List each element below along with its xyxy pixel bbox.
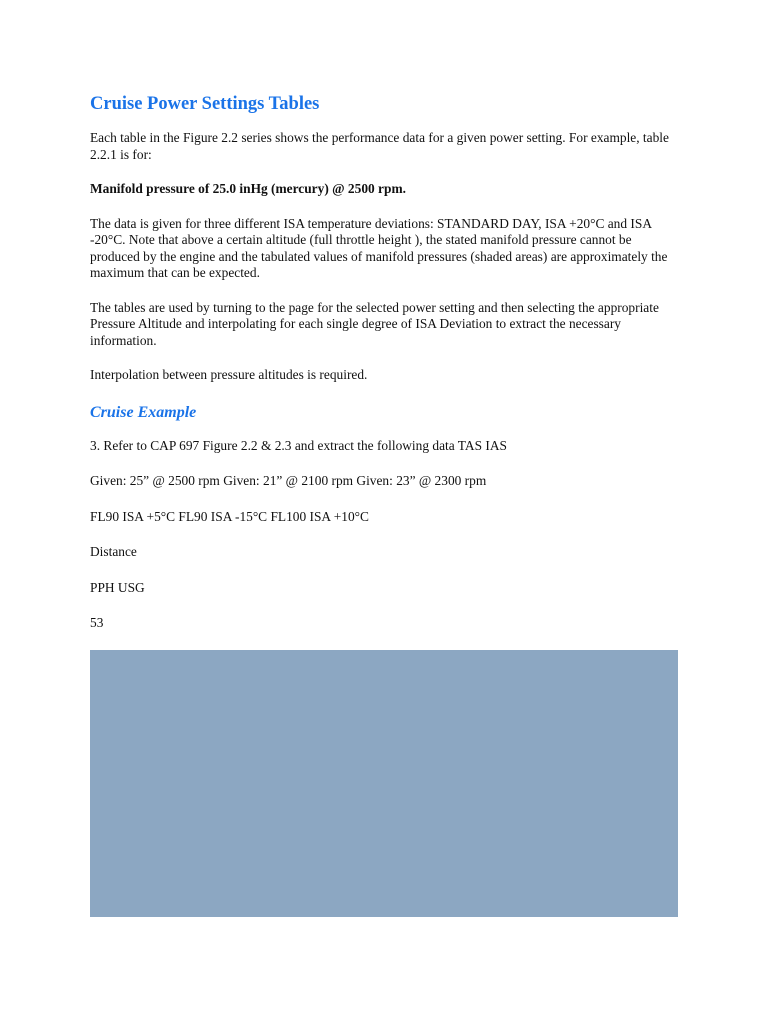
example-subheading: Cruise Example (90, 403, 197, 421)
isa-deviation-paragraph: The data is given for three different ISA temperature deviations: STANDARD DAY, ISA +20°C and ISA -20°C. Note that above a certain altitude (full throttle height ), the stated manifold pressure cannot be produced by the engine and the tabulated values of manifold pressures (shaded areas) are approximately the maximum that can be expected. (90, 215, 668, 280)
manifold-pressure-paragraph: Manifold pressure of 25.0 inHg (mercury) @ 2500 rpm. (90, 181, 406, 196)
section-heading: Cruise Power Settings Tables (90, 94, 320, 114)
tables-usage-paragraph: The tables are used by turning to the page for the selected power setting and then selecting the appropriate Pressure Altitude and interpolating for each single degree of ISA Deviation to extract the necessary information. (90, 299, 659, 348)
interpolation-paragraph: Interpolation between pressure altitudes is required. (90, 367, 368, 382)
page-number: 53 (90, 615, 104, 630)
example-line-pph-usg: PPH USG (90, 579, 145, 595)
example-line-refer: 3. Refer to CAP 697 Figure 2.2 & 2.3 and extract the following data TAS IAS (90, 437, 507, 453)
example-line-flight-levels: FL90 ISA +5°C FL90 ISA -15°C FL100 ISA +10°C (90, 508, 369, 524)
intro-paragraph: Each table in the Figure 2.2 series shows the performance data for a given power setting. For example, table 2.2.1 is for: (90, 130, 669, 162)
example-line-given: Given: 25” @ 2500 rpm Given: 21” @ 2100 rpm Given: 23” @ 2300 rpm (90, 473, 487, 488)
figure-placeholder-block (90, 650, 678, 917)
page-content (90, 92, 680, 632)
example-line-distance: Distance (90, 544, 137, 559)
